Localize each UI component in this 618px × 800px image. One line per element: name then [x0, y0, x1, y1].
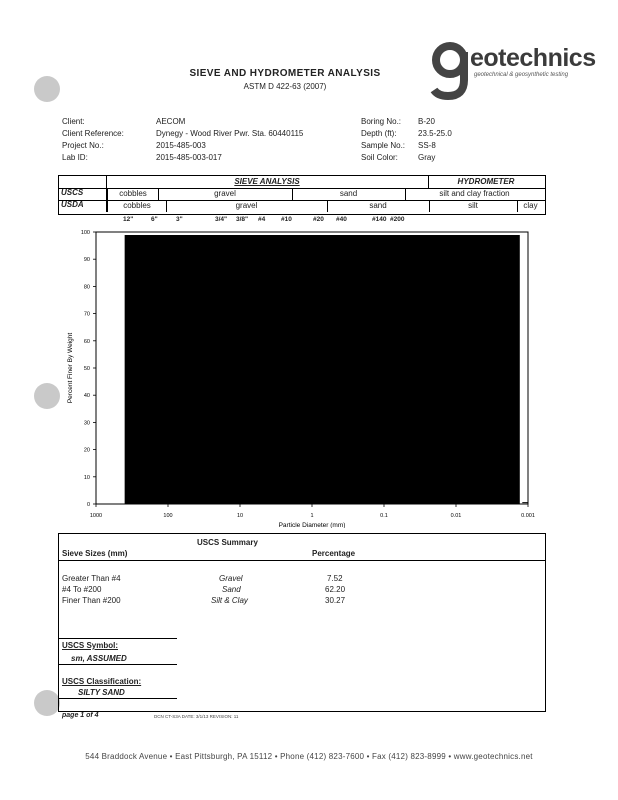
summary-type: Silt & Clay — [211, 596, 248, 605]
symbol-rule — [59, 638, 177, 639]
y-tick-label: 90 — [83, 257, 90, 264]
summary-range: Finer Than #200 — [62, 596, 121, 605]
sieve-label: #40 — [336, 216, 347, 223]
sieve-sizes-header: Sieve Sizes (mm) — [62, 549, 128, 558]
sieve-label: #140 — [372, 216, 387, 223]
symbol-underline — [59, 664, 177, 665]
depth-label: Depth (ft): — [361, 129, 397, 138]
summary-type: Sand — [222, 585, 241, 594]
usda-cobbles: cobbles — [108, 200, 167, 212]
summary-title: USCS Summary — [197, 538, 258, 547]
document-code: DCN CT-S3A DATE: 3/1/13 REVISION: 11 — [154, 714, 239, 719]
sieve-label: #10 — [281, 216, 292, 223]
y-tick-label: 80 — [83, 284, 90, 291]
logo-tagline: geotechnical & geosynthetic testing — [474, 72, 569, 78]
uscs-gravel: gravel — [158, 188, 293, 200]
sieve-label: #4 — [258, 216, 266, 223]
usda-row — [59, 200, 545, 212]
summary-pct: 62.20 — [325, 585, 346, 594]
page-number: page 1 of 4 — [62, 712, 99, 719]
x-tick-label: 0.001 — [521, 513, 535, 519]
band-corner — [59, 176, 107, 188]
usda-sand: sand — [327, 200, 430, 212]
soil-color-value: Gray — [418, 153, 436, 162]
summary-rule — [59, 560, 545, 561]
x-tick-label: 10 — [236, 513, 244, 519]
uscs-classification-label: USCS Classification: — [62, 677, 142, 686]
y-tick-label: 10 — [83, 474, 90, 481]
client-label: Client: — [62, 117, 85, 126]
uscs-summary-box — [58, 533, 546, 712]
hydrometer-header: HYDROMETER — [457, 177, 515, 186]
binder-hole-bottom — [34, 690, 60, 716]
summary-type: Gravel — [219, 574, 243, 583]
project-value: 2015-485-003 — [156, 141, 206, 150]
usda-clay: clay — [523, 201, 538, 210]
sample-label: Sample No.: — [361, 141, 406, 150]
sieve-label: #20 — [313, 216, 324, 223]
y-tick-label: 60 — [83, 338, 90, 345]
client-ref-label: Client Reference: — [62, 129, 124, 138]
sieve-label: 6" — [151, 216, 158, 223]
logo-text: eotechnics — [470, 44, 596, 72]
sieve-label: 12" — [123, 216, 134, 223]
y-tick-label: 50 — [83, 366, 90, 372]
sieve-analysis-header: SIEVE ANALYSIS — [106, 176, 429, 188]
usda-silt: silt — [429, 200, 518, 212]
sieve-label: 3/8" — [236, 216, 249, 223]
x-tick-label: 100 — [163, 513, 173, 519]
page-title: SIEVE AND HYDROMETER ANALYSIS — [189, 68, 381, 79]
y-tick-label: 0 — [86, 502, 90, 508]
y-tick-label: 20 — [83, 447, 90, 454]
uscs-classification-value: SILTY SAND — [78, 688, 125, 697]
usda-gravel: gravel — [166, 200, 328, 212]
uscs-silt-clay: silt and clay fraction — [439, 189, 510, 198]
x-axis-label: Particle Diameter (mm) — [278, 522, 346, 528]
usda-label: USDA — [61, 200, 84, 209]
y-tick-label: 70 — [83, 311, 90, 318]
sieve-label: 3" — [176, 216, 183, 223]
uscs-symbol-label: USCS Symbol: — [62, 641, 119, 650]
boring-label: Boring No.: — [361, 117, 402, 126]
boring-value: B-20 — [418, 117, 435, 126]
x-tick-label: 1000 — [89, 513, 103, 519]
summary-range: Greater Than #4 — [62, 574, 121, 583]
standard-subtitle: ASTM D 422-63 (2007) — [243, 82, 327, 91]
classification-band — [58, 175, 546, 215]
uscs-symbol-value: sm, ASSUMED — [71, 654, 127, 663]
x-tick-label: 1 — [310, 513, 314, 519]
footer-address: 544 Braddock Avenue • East Pittsburgh, PA 15112 • Phone (412) 823-7600 • Fax (412) 823-8999 • www.geotechnics.net — [85, 752, 533, 761]
uscs-label: USCS — [61, 188, 84, 197]
summary-pct: 7.52 — [327, 574, 343, 583]
sieve-label: 3/4" — [215, 216, 228, 223]
sample-value: SS-8 — [418, 141, 436, 150]
summary-range: #4 To #200 — [62, 585, 102, 594]
y-tick-label: 40 — [83, 393, 90, 400]
x-tick-label: 0.1 — [380, 513, 388, 519]
percentage-header: Percentage — [312, 549, 356, 558]
uscs-sand: sand — [292, 188, 406, 200]
uscs-cobbles: cobbles — [108, 188, 159, 200]
soil-color-label: Soil Color: — [361, 153, 398, 162]
summary-pct: 30.27 — [325, 596, 346, 605]
lab-id-value: 2015-485-003-017 — [156, 153, 222, 162]
redacted-plot-area — [125, 235, 520, 504]
sieve-label: #200 — [390, 216, 405, 223]
y-tick-label: 100 — [80, 230, 90, 236]
project-label: Project No.: — [62, 141, 104, 150]
client-value: AECOM — [156, 117, 186, 126]
classification-underline — [59, 698, 177, 699]
depth-value: 23.5-25.0 — [418, 129, 452, 138]
x-tick-label: 0.01 — [450, 513, 462, 519]
client-ref-value: Dynegy - Wood River Pwr. Sta. 60440115 — [156, 129, 304, 138]
gradation-chart — [56, 226, 556, 528]
y-tick-label: 30 — [83, 420, 90, 427]
lab-id-label: Lab ID: — [62, 153, 88, 162]
y-axis-label: Percent Finer By Weight — [67, 332, 74, 404]
